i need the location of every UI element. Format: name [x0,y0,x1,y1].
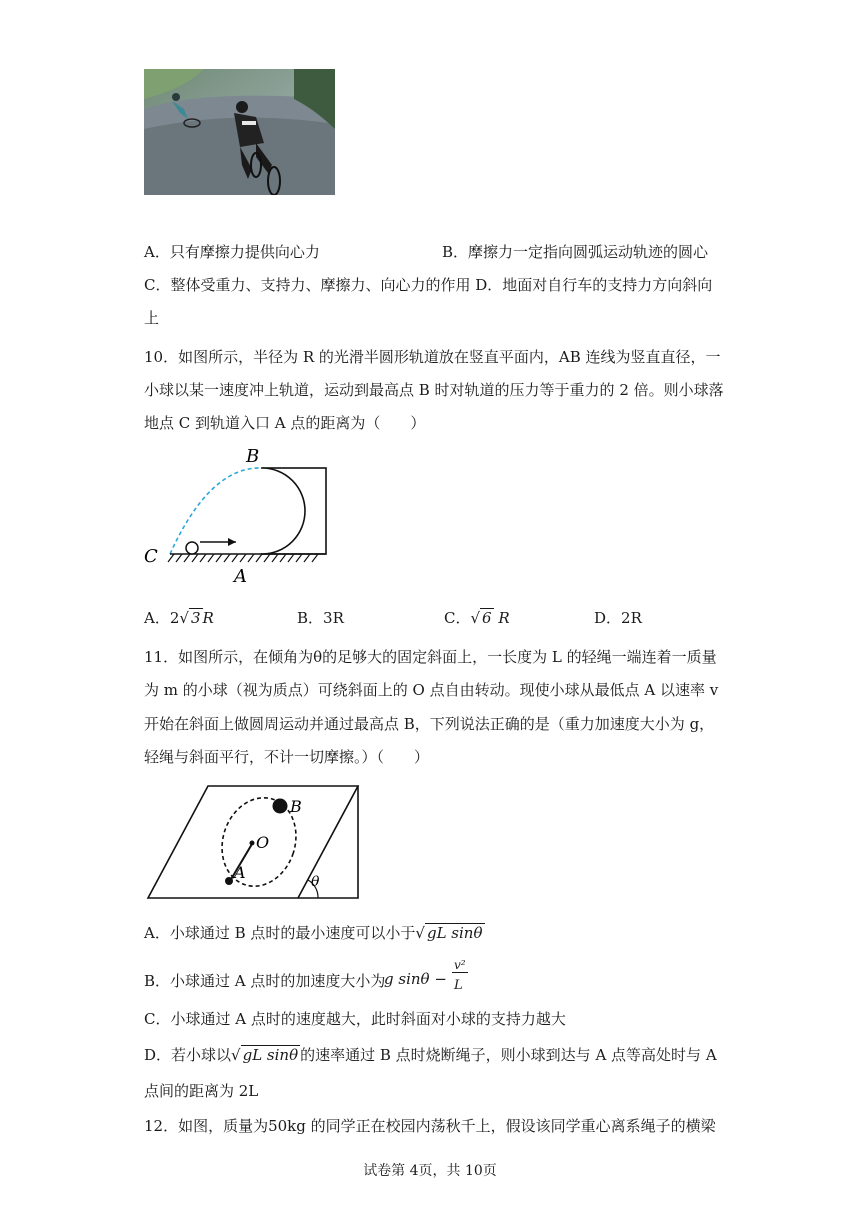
q9-option-b: B．摩擦力一定指向圆弧运动轨迹的圆心 [442,243,709,261]
label-b: B [246,446,260,467]
q10-stem-line1: 10．如图所示，半径为 R 的光滑半圆形轨道放在竖直平面内，AB 连线为竖直直径，一 [144,348,721,366]
label-a: A [234,863,246,882]
q10-option-b: B．3R [297,609,344,627]
q10-stem-line3: 地点 C 到轨道入口 A 点的距离为（ ） [144,414,426,432]
q10-stem-line2: 小球以某一速度冲上轨道，运动到最高点 B 时对轨道的压力等于重力的 2 倍。则小球落 [144,381,724,399]
q10-figure [140,442,340,588]
q11-stem-line2: 为 m 的小球（视为质点）可绕斜面上的 O 点自由转动。现使小球从最低点 A 以速率 v [144,681,719,699]
label-theta: θ [311,874,320,890]
q11-figure [144,782,364,904]
ball-b [273,799,288,814]
q11-option-d: D．若小球以√ gL sinθ 的速率通过 B 点时烧断绳子，则小球到达与 A 点等高处时与 A [144,1046,717,1064]
q11-stem-line4: 轻绳与斜面平行，不计一切摩擦。）（ ） [144,748,430,766]
q9-option-d-continuation: 上 [144,309,160,327]
q9-option-c-d: C．整体受重力、支持力、摩擦力、向心力的作用 D．地面对自行车的支持力方向斜向 [144,276,713,294]
page-footer: 试卷第 4页，共 10页 [363,1163,497,1179]
q11-option-d-continuation: 点间的距离为 2L [144,1082,259,1100]
q10-option-c: C．√ 6 R [444,609,510,627]
label-o: O [256,833,270,852]
label-c: C [144,546,158,567]
q11-stem-line1: 11．如图所示，在倾角为θ的足够大的固定斜面上，一长度为 L 的轻绳一端连着一质量 [144,648,717,666]
q10-option-d: D．2R [594,609,642,627]
label-a: A [234,566,247,587]
q11-option-c: C．小球通过 A 点时的速度越大，此时斜面对小球的支持力越大 [144,1010,566,1028]
q9-option-a: A．只有摩擦力提供向心力 [144,243,320,261]
label-b: B [290,797,302,816]
q12-stem-line1: 12．如图，质量为50kg 的同学正在校园内荡秋千上，假设该同学重心离系绳子的横梁 [144,1117,716,1135]
q11-stem-line3: 开始在斜面上做圆周运动并通过最高点 B，下列说法正确的是（重力加速度大小为 g， [144,715,715,733]
q10-option-a: A．2√ 3 R [144,609,214,627]
ball-a [225,877,233,885]
cyclists-photo [144,69,335,195]
q11-option-a: A．小球通过 B 点时的最小速度可以小于√ gL sinθ [144,924,483,942]
ball [186,542,198,554]
